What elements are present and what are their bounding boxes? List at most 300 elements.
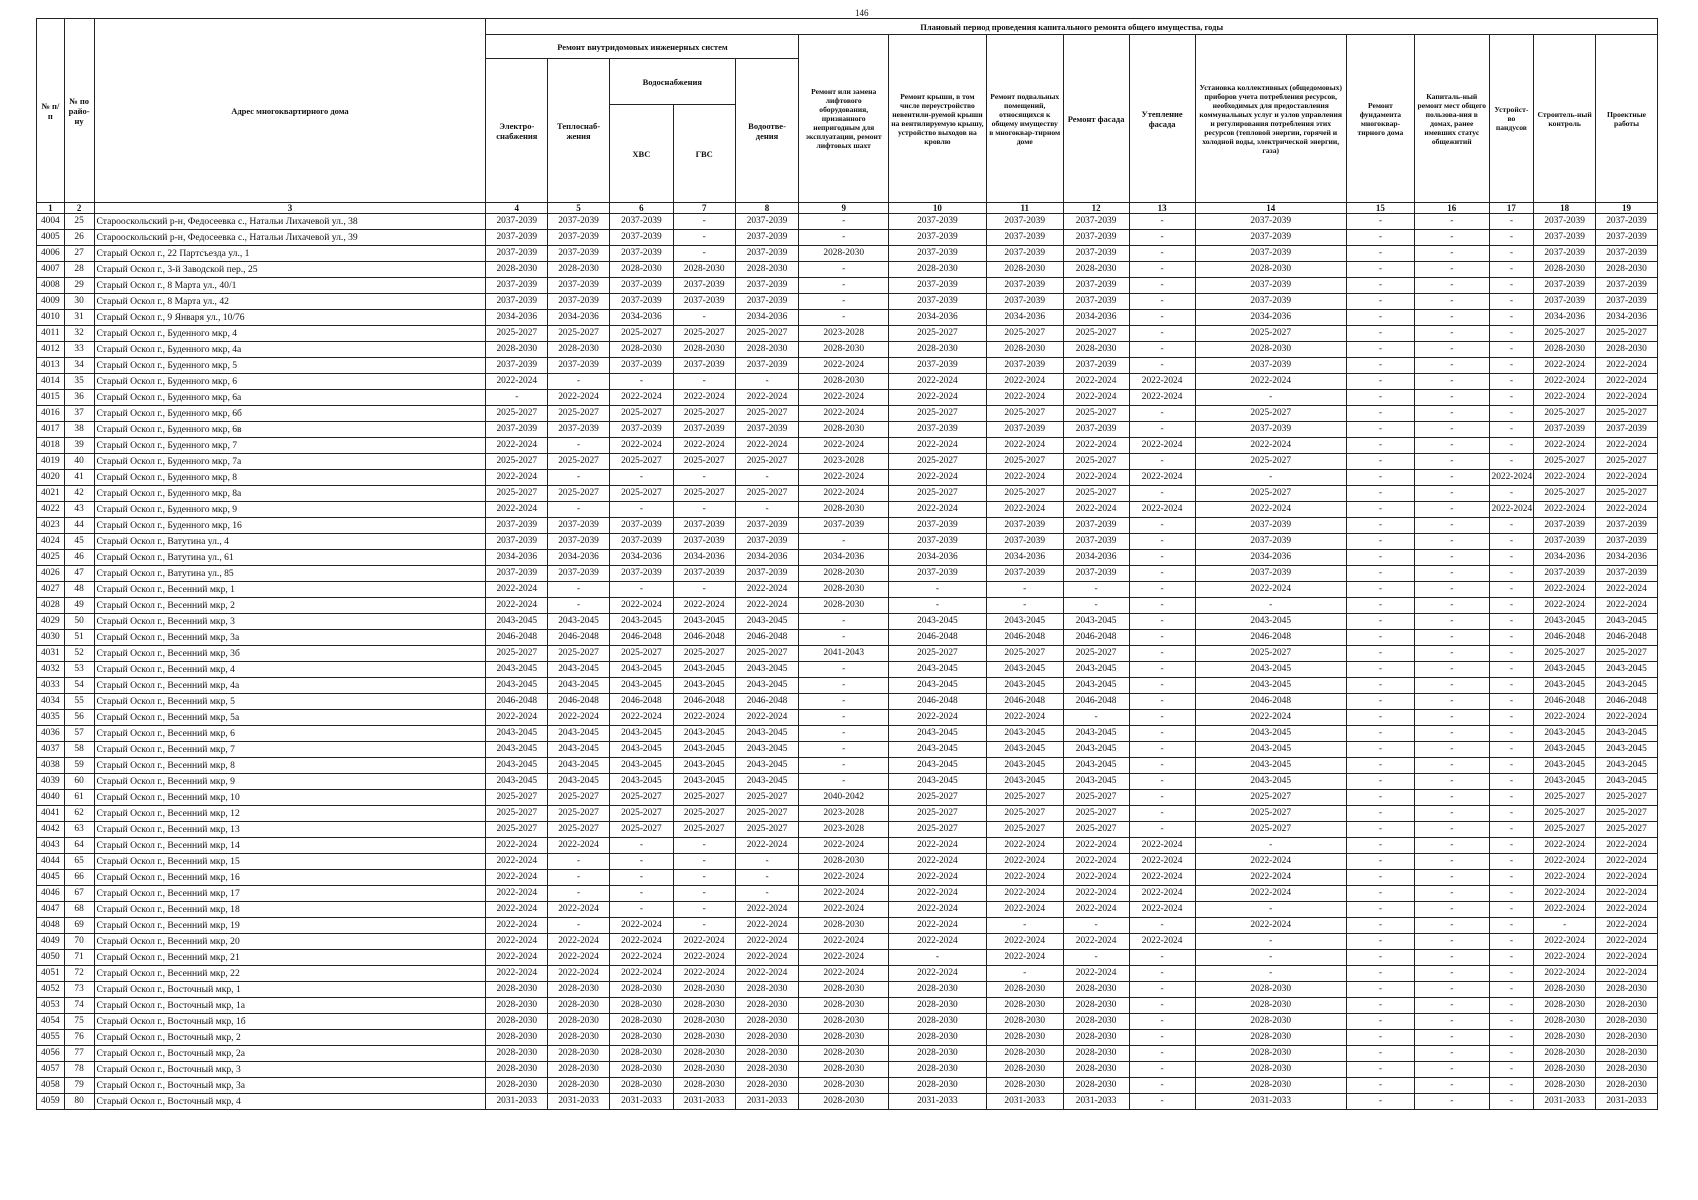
column-number: 7	[673, 203, 735, 214]
table-cell: 2022-2024	[1596, 582, 1658, 598]
address-cell: Старый Оскол г., Весенний мкр, 4	[94, 662, 486, 678]
table-cell: 2025-2027	[673, 326, 735, 342]
table-cell: -	[1489, 822, 1534, 838]
table-row	[37, 806, 1658, 822]
table-cell: 2037-2039	[1195, 518, 1346, 534]
table-cell: 2037-2039	[609, 566, 673, 582]
address-cell: Старый Оскол г., 9 Января ул., 10/76	[94, 310, 486, 326]
table-cell: -	[1129, 790, 1195, 806]
table-cell: 2025-2027	[486, 406, 548, 422]
table-row	[37, 502, 1658, 518]
table-cell: 2046-2048	[609, 694, 673, 710]
table-cell: -	[1063, 582, 1129, 598]
table-cell: 2022-2024	[1063, 438, 1129, 454]
address-cell: Старый Оскол г., Весенний мкр, 19	[94, 918, 486, 934]
table-cell: 4037	[37, 742, 65, 758]
table-cell: -	[1489, 454, 1534, 470]
table-cell: 2028-2030	[1195, 1014, 1346, 1030]
table-cell: 2022-2024	[1596, 854, 1658, 870]
table-cell: 2037-2039	[673, 358, 735, 374]
table-cell: 2028-2030	[888, 1014, 986, 1030]
table-cell: -	[1346, 758, 1414, 774]
table-cell: 2037-2039	[486, 246, 548, 262]
table-cell: -	[735, 470, 799, 486]
table-cell: -	[1489, 374, 1534, 390]
table-cell: -	[1195, 934, 1346, 950]
table-cell: 2043-2045	[1534, 614, 1596, 630]
table-row	[37, 1062, 1658, 1078]
table-row	[37, 790, 1658, 806]
table-cell: 2037-2039	[1063, 566, 1129, 582]
table-cell: 2025-2027	[1063, 822, 1129, 838]
table-cell: 2037-2039	[1063, 278, 1129, 294]
column-number: 4	[486, 203, 548, 214]
table-cell: 4004	[37, 214, 65, 230]
table-cell: -	[735, 870, 799, 886]
table-cell: 2025-2027	[486, 486, 548, 502]
table-cell: -	[1346, 790, 1414, 806]
table-cell: -	[1489, 582, 1534, 598]
table-cell: 2043-2045	[986, 662, 1063, 678]
table-cell: 2037-2039	[1534, 246, 1596, 262]
table-cell: -	[1489, 678, 1534, 694]
table-cell: 2022-2024	[799, 966, 888, 982]
table-row	[37, 694, 1658, 710]
table-cell: 2025-2027	[986, 646, 1063, 662]
table-cell: 2025-2027	[1063, 454, 1129, 470]
table-cell: 2037-2039	[1063, 230, 1129, 246]
table-cell: 2046-2048	[1195, 630, 1346, 646]
table-cell: -	[1489, 486, 1534, 502]
table-cell: 2028-2030	[1195, 1030, 1346, 1046]
table-cell: 2025-2027	[1195, 454, 1346, 470]
address-cell: Старый Оскол г., Восточный мкр, 3а	[94, 1078, 486, 1094]
table-cell: -	[1489, 774, 1534, 790]
table-cell: 2022-2024	[673, 966, 735, 982]
table-cell: 2025-2027	[735, 806, 799, 822]
table-cell: -	[735, 886, 799, 902]
table-cell: -	[673, 310, 735, 326]
table-cell: 2022-2024	[1063, 870, 1129, 886]
table-cell: -	[1346, 966, 1414, 982]
table-cell: -	[1489, 854, 1534, 870]
table-row	[37, 902, 1658, 918]
table-cell: 2046-2048	[735, 694, 799, 710]
table-cell: -	[1129, 614, 1195, 630]
table-cell: 2043-2045	[1063, 774, 1129, 790]
table-cell: 2043-2045	[986, 774, 1063, 790]
address-cell: Старый Оскол г., Буденного мкр, 6б	[94, 406, 486, 422]
table-cell: -	[1414, 1014, 1489, 1030]
table-cell: 2022-2024	[986, 886, 1063, 902]
address-cell: Старый Оскол г., Восточный мкр, 2а	[94, 1046, 486, 1062]
table-cell: 2022-2024	[1195, 582, 1346, 598]
table-cell: 2046-2048	[1596, 694, 1658, 710]
table-row	[37, 262, 1658, 278]
address-cell: Старый Оскол г., Весенний мкр, 12	[94, 806, 486, 822]
table-cell: 2025-2027	[986, 454, 1063, 470]
table-cell: 2043-2045	[609, 662, 673, 678]
table-cell: -	[1489, 1046, 1534, 1062]
table-cell: -	[799, 710, 888, 726]
table-cell: -	[1129, 582, 1195, 598]
table-cell: -	[1489, 1078, 1534, 1094]
table-cell: 2028-2030	[1063, 1046, 1129, 1062]
table-cell: 2037-2039	[1534, 422, 1596, 438]
table-cell: 2022-2024	[548, 838, 610, 854]
table-cell: 2028-2030	[799, 1078, 888, 1094]
address-cell: Старый Оскол г., Весенний мкр, 9	[94, 774, 486, 790]
table-cell: -	[1129, 278, 1195, 294]
table-cell: -	[1489, 358, 1534, 374]
table-cell: 2043-2045	[735, 614, 799, 630]
table-cell: -	[1489, 710, 1534, 726]
table-cell: 2025-2027	[548, 454, 610, 470]
table-cell: -	[673, 230, 735, 246]
table-cell: 2028-2030	[1063, 342, 1129, 358]
table-cell: -	[1063, 598, 1129, 614]
table-cell: -	[1346, 470, 1414, 486]
table-cell: -	[1414, 390, 1489, 406]
table-cell: -	[1346, 710, 1414, 726]
table-cell: 2037-2039	[1596, 566, 1658, 582]
table-cell: 2025-2027	[609, 326, 673, 342]
column-number: 14	[1195, 203, 1346, 214]
table-cell: -	[1346, 550, 1414, 566]
table-cell: 2028-2030	[1063, 1062, 1129, 1078]
table-cell: -	[1129, 310, 1195, 326]
table-cell: -	[1346, 854, 1414, 870]
table-cell: 27	[64, 246, 94, 262]
table-cell: 2025-2027	[673, 646, 735, 662]
address-cell: Старый Оскол г., Буденного мкр, 9	[94, 502, 486, 518]
table-cell: -	[673, 470, 735, 486]
table-cell: 4034	[37, 694, 65, 710]
table-cell: 2025-2027	[735, 486, 799, 502]
table-cell: 2034-2036	[1063, 310, 1129, 326]
address-cell: Старый Оскол г., Буденного мкр, 7	[94, 438, 486, 454]
table-cell: -	[1129, 406, 1195, 422]
table-cell: -	[1346, 566, 1414, 582]
table-cell: 2043-2045	[888, 614, 986, 630]
table-cell: 4010	[37, 310, 65, 326]
table-cell: -	[673, 886, 735, 902]
address-cell: Старый Оскол г., Весенний мкр, 5	[94, 694, 486, 710]
table-cell: 2043-2045	[888, 774, 986, 790]
table-cell: 2022-2024	[735, 438, 799, 454]
table-cell: 2025-2027	[1195, 326, 1346, 342]
table-cell: 2028-2030	[486, 342, 548, 358]
table-cell: 2022-2024	[548, 966, 610, 982]
table-cell: 2034-2036	[799, 550, 888, 566]
table-cell: 2022-2024	[1534, 838, 1596, 854]
table-cell: -	[1346, 806, 1414, 822]
table-cell: 2022-2024	[1596, 870, 1658, 886]
table-cell: 2022-2024	[888, 886, 986, 902]
table-cell: 2022-2024	[888, 470, 986, 486]
table-cell: -	[1414, 1078, 1489, 1094]
table-cell: 2022-2024	[1596, 902, 1658, 918]
address-cell: Старый Оскол г., 3-й Заводской пер., 25	[94, 262, 486, 278]
table-cell: 2022-2024	[1195, 502, 1346, 518]
table-cell: 2022-2024	[735, 598, 799, 614]
table-cell: 2034-2036	[986, 310, 1063, 326]
table-cell: 2022-2024	[1534, 470, 1596, 486]
table-cell: 2037-2039	[735, 518, 799, 534]
table-cell: 2022-2024	[986, 902, 1063, 918]
table-cell: 2043-2045	[1596, 614, 1658, 630]
table-cell: -	[888, 950, 986, 966]
table-cell: 2037-2039	[1063, 214, 1129, 230]
table-cell: 2022-2024	[486, 950, 548, 966]
table-cell: 2028-2030	[486, 998, 548, 1014]
table-cell: 2025-2027	[1534, 790, 1596, 806]
table-cell: -	[1346, 326, 1414, 342]
table-cell: 2022-2024	[1596, 438, 1658, 454]
table-cell: 2025-2027	[609, 454, 673, 470]
table-cell: 4045	[37, 870, 65, 886]
table-cell: -	[1414, 486, 1489, 502]
table-cell: -	[1489, 246, 1534, 262]
table-cell: -	[1129, 758, 1195, 774]
table-cell: -	[673, 854, 735, 870]
table-cell: -	[548, 918, 610, 934]
table-cell: 2037-2039	[548, 534, 610, 550]
table-row	[37, 742, 1658, 758]
address-cell: Старый Оскол г., Весенний мкр, 3б	[94, 646, 486, 662]
table-cell: 2043-2045	[1195, 614, 1346, 630]
table-cell: 2043-2045	[673, 742, 735, 758]
table-cell: -	[799, 742, 888, 758]
table-cell: 2022-2024	[609, 390, 673, 406]
table-cell: -	[735, 502, 799, 518]
table-cell: 2028-2030	[986, 262, 1063, 278]
table-cell: 41	[64, 470, 94, 486]
table-cell: -	[1346, 982, 1414, 998]
table-cell: 2043-2045	[673, 614, 735, 630]
table-cell: 2028-2030	[1195, 982, 1346, 998]
table-cell: 4046	[37, 886, 65, 902]
table-cell: -	[986, 582, 1063, 598]
table-cell: 2028-2030	[986, 1030, 1063, 1046]
table-cell: 4040	[37, 790, 65, 806]
table-cell: -	[1489, 390, 1534, 406]
table-cell: -	[1129, 566, 1195, 582]
table-cell: 2028-2030	[735, 1014, 799, 1030]
table-row	[37, 886, 1658, 902]
table-cell: 2025-2027	[986, 790, 1063, 806]
table-cell: -	[609, 838, 673, 854]
table-cell: -	[1489, 422, 1534, 438]
address-cell: Старый Оскол г., Буденного мкр, 6	[94, 374, 486, 390]
table-cell: 2022-2024	[1534, 582, 1596, 598]
table-cell: -	[1414, 214, 1489, 230]
table-cell: 4006	[37, 246, 65, 262]
table-cell: -	[1195, 838, 1346, 854]
table-cell: 2028-2030	[1534, 262, 1596, 278]
table-cell: -	[548, 870, 610, 886]
table-cell: -	[1489, 278, 1534, 294]
table-row	[37, 326, 1658, 342]
table-cell: 2037-2039	[986, 214, 1063, 230]
table-cell: 2037-2039	[986, 358, 1063, 374]
table-cell: -	[1346, 742, 1414, 758]
table-cell: 63	[64, 822, 94, 838]
table-cell: 2028-2030	[548, 1014, 610, 1030]
table-cell: 2043-2045	[673, 678, 735, 694]
header-address: Адрес многоквартирного дома	[94, 19, 486, 203]
table-cell: 2025-2027	[1534, 646, 1596, 662]
table-cell: 4021	[37, 486, 65, 502]
table-cell: 2043-2045	[1596, 758, 1658, 774]
table-cell: -	[1414, 886, 1489, 902]
table-cell: -	[1129, 742, 1195, 758]
table-cell: 2043-2045	[1195, 774, 1346, 790]
table-cell: 2043-2045	[609, 758, 673, 774]
table-cell: 2037-2039	[1195, 294, 1346, 310]
table-cell: 44	[64, 518, 94, 534]
table-cell: 2022-2024	[673, 598, 735, 614]
table-cell: 4013	[37, 358, 65, 374]
table-cell: 2043-2045	[888, 758, 986, 774]
table-row	[37, 662, 1658, 678]
table-cell: -	[1129, 1046, 1195, 1062]
table-cell: 2022-2024	[1534, 886, 1596, 902]
table-cell: 2028-2030	[799, 598, 888, 614]
table-cell: -	[1346, 1078, 1414, 1094]
table-cell: -	[1489, 838, 1534, 854]
table-cell: 2022-2024	[1129, 438, 1195, 454]
table-cell: 2028-2030	[486, 1078, 548, 1094]
table-cell: -	[609, 854, 673, 870]
table-cell: 2025-2027	[1063, 790, 1129, 806]
table-cell: 2022-2024	[735, 710, 799, 726]
table-cell: -	[673, 246, 735, 262]
table-cell: 2022-2024	[888, 854, 986, 870]
table-cell: 2043-2045	[735, 726, 799, 742]
table-cell: 2037-2039	[986, 518, 1063, 534]
table-cell: -	[673, 374, 735, 390]
address-cell: Старый Оскол г., Восточный мкр, 1а	[94, 998, 486, 1014]
table-cell: -	[1346, 278, 1414, 294]
table-cell: 2028-2030	[1534, 1062, 1596, 1078]
table-cell: -	[1346, 646, 1414, 662]
table-cell: 2028-2030	[799, 422, 888, 438]
table-cell: 2025-2027	[986, 806, 1063, 822]
address-cell: Старый Оскол г., Весенний мкр, 8	[94, 758, 486, 774]
table-cell: -	[1414, 838, 1489, 854]
table-cell: -	[1129, 550, 1195, 566]
table-cell: 2037-2039	[486, 422, 548, 438]
table-cell: -	[1489, 790, 1534, 806]
table-cell: -	[735, 854, 799, 870]
address-cell: Старый Оскол г., Весенний мкр, 3а	[94, 630, 486, 646]
table-cell: 2022-2024	[888, 902, 986, 918]
header-no: № п/п	[37, 19, 65, 203]
table-row	[37, 630, 1658, 646]
table-cell: -	[673, 214, 735, 230]
table-cell: 58	[64, 742, 94, 758]
table-cell: -	[1489, 214, 1534, 230]
table-row	[37, 534, 1658, 550]
table-row	[37, 390, 1658, 406]
table-cell: 2025-2027	[1195, 486, 1346, 502]
table-cell: 2025-2027	[1063, 326, 1129, 342]
table-cell: 2041-2043	[799, 646, 888, 662]
table-cell: 2022-2024	[1534, 358, 1596, 374]
address-cell: Старый Оскол г., Весенний мкр, 14	[94, 838, 486, 854]
address-cell: Старый Оскол г., Весенний мкр, 21	[94, 950, 486, 966]
table-cell: 2022-2024	[986, 390, 1063, 406]
table-cell: 2028-2030	[673, 342, 735, 358]
address-cell: Старый Оскол г., Весенний мкр, 2	[94, 598, 486, 614]
table-cell: -	[1414, 790, 1489, 806]
table-cell: 2037-2039	[1596, 214, 1658, 230]
table-cell: -	[1346, 886, 1414, 902]
table-cell: 2043-2045	[548, 662, 610, 678]
header-sewage: Водоотве-дения	[735, 59, 799, 203]
table-cell: 2022-2024	[986, 502, 1063, 518]
table-cell: -	[1129, 1078, 1195, 1094]
table-cell: 4042	[37, 822, 65, 838]
address-cell: Старый Оскол г., Буденного мкр, 6а	[94, 390, 486, 406]
table-cell: 2028-2030	[486, 262, 548, 278]
table-cell: -	[1346, 262, 1414, 278]
table-cell: 2037-2039	[548, 294, 610, 310]
table-cell: -	[1414, 294, 1489, 310]
table-cell: 2037-2039	[799, 518, 888, 534]
table-cell: 2046-2048	[548, 630, 610, 646]
table-cell: 2043-2045	[486, 758, 548, 774]
table-cell: 2037-2039	[1534, 278, 1596, 294]
table-cell: -	[548, 582, 610, 598]
table-cell: 2022-2024	[986, 710, 1063, 726]
table-cell: 2025-2027	[486, 790, 548, 806]
table-cell: -	[1414, 646, 1489, 662]
table-cell: 2028-2030	[1063, 262, 1129, 278]
table-cell: 2037-2039	[1195, 278, 1346, 294]
table-cell: 4022	[37, 502, 65, 518]
table-cell: -	[1489, 742, 1534, 758]
table-cell: 2028-2030	[799, 1094, 888, 1110]
table-cell: 2028-2030	[673, 1078, 735, 1094]
table-cell: 2022-2024	[888, 966, 986, 982]
table-cell: 25	[64, 214, 94, 230]
table-cell: 2022-2024	[1195, 710, 1346, 726]
table-cell: 2043-2045	[486, 662, 548, 678]
table-cell: -	[1129, 950, 1195, 966]
table-cell: 2028-2030	[486, 1062, 548, 1078]
table-cell: -	[1414, 758, 1489, 774]
table-cell: 2043-2045	[1063, 758, 1129, 774]
header-water-supply: Водоснабжения	[609, 59, 735, 105]
table-cell: 2022-2024	[673, 934, 735, 950]
table-cell: -	[1346, 630, 1414, 646]
table-cell: -	[1414, 358, 1489, 374]
table-cell: 2022-2024	[986, 438, 1063, 454]
table-cell: 2022-2024	[735, 390, 799, 406]
page-number: 146	[855, 8, 869, 18]
table-body	[37, 214, 1658, 1110]
table-cell: -	[1489, 294, 1534, 310]
table-cell: 2022-2024	[486, 934, 548, 950]
table-cell: 2031-2033	[1195, 1094, 1346, 1110]
table-cell: 2037-2039	[609, 278, 673, 294]
table-cell: 43	[64, 502, 94, 518]
table-cell: 2025-2027	[548, 486, 610, 502]
table-cell: 2022-2024	[1063, 966, 1129, 982]
table-cell: 2043-2045	[1063, 742, 1129, 758]
